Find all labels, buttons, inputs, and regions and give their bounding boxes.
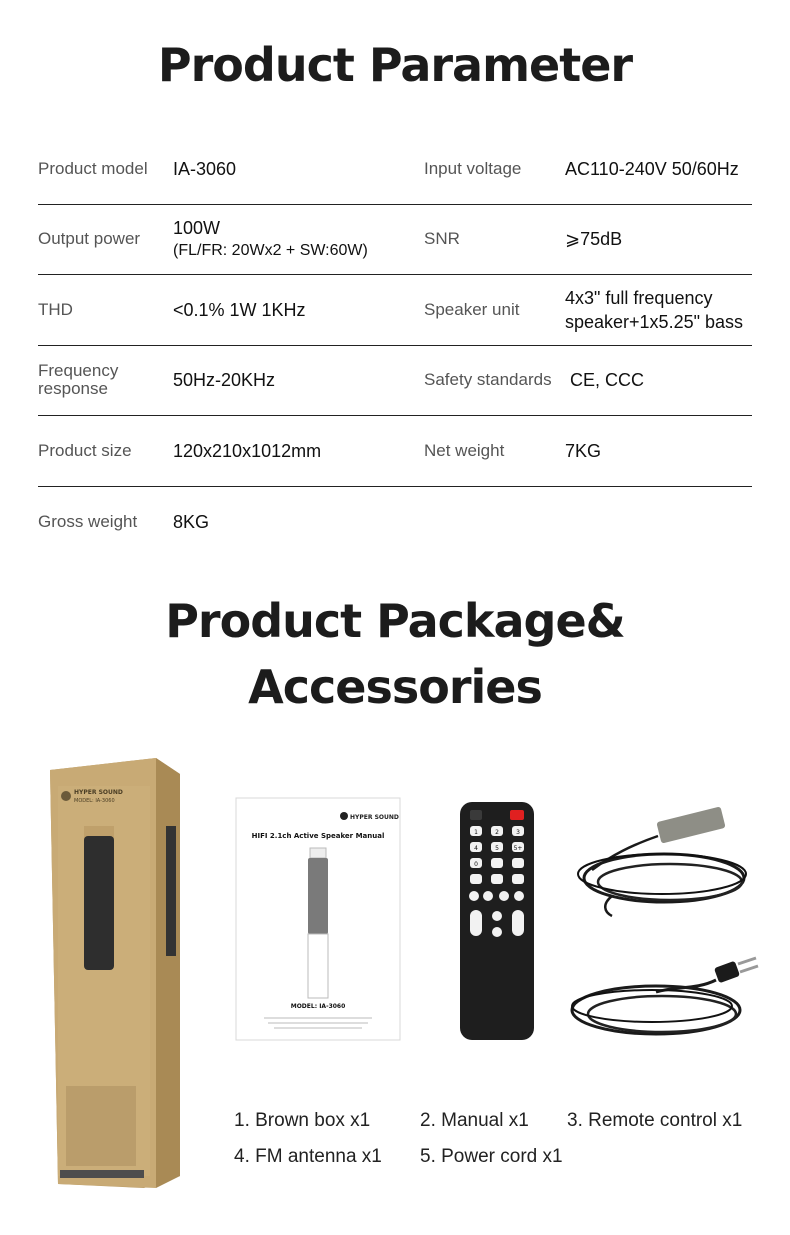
param-value: 7KG bbox=[565, 440, 602, 461]
parameter-table bbox=[38, 134, 752, 557]
remote-key-label: 5 bbox=[495, 845, 499, 852]
parameter-heading: Product Parameter bbox=[157, 38, 633, 92]
param-label: Output power bbox=[38, 229, 141, 249]
param-row bbox=[38, 205, 752, 276]
param-row bbox=[38, 275, 752, 346]
param-label: Gross weight bbox=[38, 511, 138, 531]
param-label: Safety standards bbox=[424, 370, 552, 390]
param-value: <0.1% 1W 1KHz bbox=[173, 299, 306, 320]
fm-antenna-image bbox=[572, 800, 762, 924]
remote-key-label: 2 bbox=[495, 829, 499, 836]
mute-button-image bbox=[510, 810, 524, 820]
param-label: Product size bbox=[38, 440, 132, 460]
package-heading-line2: Accessories bbox=[248, 660, 542, 714]
remote-key-label: 0 bbox=[474, 861, 478, 868]
param-label: Product model bbox=[38, 158, 148, 178]
param-row bbox=[38, 346, 752, 417]
box-brand-text: HYPER SOUND bbox=[74, 789, 123, 796]
param-value: AC110-240V 50/60Hz bbox=[565, 158, 739, 179]
manual-model-text: MODEL: IA-3060 bbox=[290, 1003, 346, 1010]
param-value: 120x210x1012mm bbox=[173, 440, 322, 461]
accessory-item: 4. FM antenna x1 bbox=[234, 1146, 382, 1167]
param-label: Frequency response bbox=[38, 361, 119, 399]
param-value: 50Hz-20KHz bbox=[173, 370, 276, 391]
param-label: SNR bbox=[424, 229, 460, 249]
param-value-detail: (FL/FR: 20Wx2 + SW:60W) bbox=[173, 242, 368, 260]
param-row bbox=[38, 134, 752, 205]
param-row bbox=[38, 416, 752, 487]
brown-box-image bbox=[44, 756, 184, 1192]
accessory-item: 5. Power cord x1 bbox=[420, 1146, 563, 1167]
accessory-item: 3. Remote control x1 bbox=[567, 1110, 743, 1131]
param-value: IA-3060 bbox=[173, 158, 237, 179]
power-cord-image bbox=[566, 956, 772, 1048]
remote-key-label: 3 bbox=[516, 829, 520, 836]
remote-key-label: 1 bbox=[474, 829, 478, 836]
param-label: Input voltage bbox=[424, 158, 522, 178]
box-model-text: MODEL: IA-3060 bbox=[74, 798, 115, 804]
manual-heading-text: HIFI 2.1ch Active Speaker Manual bbox=[251, 832, 385, 840]
param-label: THD bbox=[38, 299, 73, 319]
param-value: 100W bbox=[173, 218, 221, 239]
param-row bbox=[38, 487, 752, 558]
remote-key-label: 4 bbox=[474, 845, 478, 852]
param-label: Speaker unit bbox=[424, 299, 520, 319]
accessory-item: 2. Manual x1 bbox=[420, 1110, 529, 1131]
param-value: ⩾75dB bbox=[565, 229, 623, 250]
package-heading: Product Package& bbox=[165, 594, 625, 648]
manual-brand-text: HYPER SOUND bbox=[350, 814, 399, 821]
param-value: CE, CCC bbox=[570, 370, 645, 391]
remote-control-image bbox=[456, 800, 538, 1042]
param-value: 8KG bbox=[173, 511, 210, 532]
param-value: 4x3" full frequency speaker+1x5.25" bass bbox=[565, 287, 744, 332]
accessory-item: 1. Brown box x1 bbox=[234, 1110, 371, 1131]
remote-key-label: 5+ bbox=[513, 845, 523, 852]
manual-image bbox=[234, 796, 402, 1042]
param-label: Net weight bbox=[424, 440, 505, 460]
